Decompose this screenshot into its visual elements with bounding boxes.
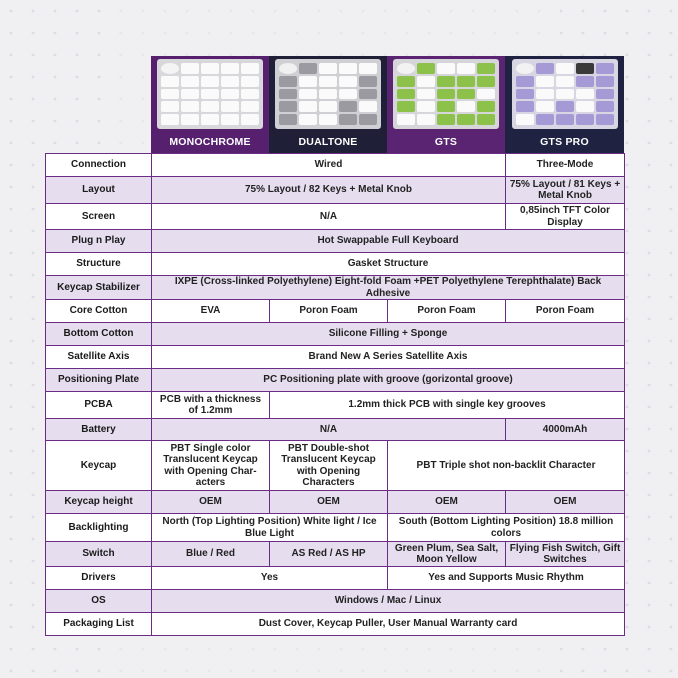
table-row (46, 567, 625, 590)
row-label: Connection (46, 154, 152, 177)
row-label: Structure (46, 253, 152, 276)
table-cell: IXPE (Cross-linked Polyethylene) Eight-fold Foam +PET Polyethylene Terephthalate) Back Adhesive (152, 276, 625, 300)
table-cell: 4000mAh (506, 419, 625, 441)
table-cell: 0,85inch TFT Color Display (506, 204, 625, 230)
table-row (46, 346, 625, 369)
row-label: Packaging List (46, 613, 152, 636)
row-label: Positioning Plate (46, 369, 152, 392)
product-gts-pro (505, 56, 624, 153)
table-cell: OEM (152, 491, 270, 514)
table-cell: OEM (506, 491, 625, 514)
table-row (46, 276, 625, 300)
table-cell: Brand New A Series Satellite Axis (152, 346, 625, 369)
table-row (46, 230, 625, 253)
table-row (46, 590, 625, 613)
product-name: MONOCHROME (169, 136, 251, 148)
table-row (46, 514, 625, 542)
row-label: Battery (46, 419, 152, 441)
table-row (46, 542, 625, 567)
table-row (46, 369, 625, 392)
table-cell: PBT Triple shot non-backlit Character (388, 441, 625, 491)
row-label: OS (46, 590, 152, 613)
row-label: Switch (46, 542, 152, 567)
table-cell: 1.2mm thick PCB with single key grooves (270, 392, 625, 419)
table-cell: N/A (152, 419, 506, 441)
table-cell: PCB with a thickness of 1.2mm (152, 392, 270, 419)
product-dualtone (269, 56, 387, 153)
table-cell: Silicone Filling + Sponge (152, 323, 625, 346)
table-row (46, 253, 625, 276)
table-row (46, 204, 625, 230)
table-cell: Yes and Supports Music Rhythm (388, 567, 625, 590)
keyboard-image (269, 56, 387, 132)
row-label: Drivers (46, 567, 152, 590)
table-cell: OEM (388, 491, 506, 514)
row-label: Core Cotton (46, 300, 152, 323)
row-label: Keycap height (46, 491, 152, 514)
row-label: Plug n Play (46, 230, 152, 253)
row-label: Screen (46, 204, 152, 230)
table-cell: Blue / Red (152, 542, 270, 567)
product-gts (387, 56, 505, 153)
table-cell: OEM (270, 491, 388, 514)
product-monochrome (151, 56, 269, 153)
table-cell: Hot Swappable Full Keyboard (152, 230, 625, 253)
table-cell: Poron Foam (388, 300, 506, 323)
product-name: DUALTONE (298, 136, 358, 148)
row-label: Satellite Axis (46, 346, 152, 369)
keyboard-image (151, 56, 269, 132)
keyboard-image (387, 56, 505, 132)
table-cell: North (Top Lighting Position) White light / Ice Blue Light (152, 514, 388, 542)
table-cell: PC Positioning plate with groove (gorizontal groove) (152, 369, 625, 392)
table-cell: N/A (152, 204, 506, 230)
table-row (46, 154, 625, 177)
table-cell: Flying Fish Switch, Gift Switches (506, 542, 625, 567)
table-cell: Dust Cover, Keycap Puller, User Manual Warranty card (152, 613, 625, 636)
table-cell: EVA (152, 300, 270, 323)
table-row (46, 300, 625, 323)
spec-table (45, 153, 625, 636)
table-cell: 75% Layout / 81 Keys + Metal Knob (506, 177, 625, 204)
table-row (46, 491, 625, 514)
table-cell: Windows / Mac / Linux (152, 590, 625, 613)
table-row (46, 441, 625, 491)
row-label: Keycap (46, 441, 152, 491)
row-label: Layout (46, 177, 152, 204)
row-label: Backlighting (46, 514, 152, 542)
table-cell: PBT Single color Translucent Keycap with Opening Char-acters (152, 441, 270, 491)
table-cell: Gasket Structure (152, 253, 625, 276)
table-cell: PBT Double-shot Translucent Keycap with Opening Characters (270, 441, 388, 491)
product-name: GTS PRO (540, 136, 589, 148)
table-cell: Poron Foam (506, 300, 625, 323)
row-label: PCBA (46, 392, 152, 419)
row-label: Keycap Stabilizer (46, 276, 152, 300)
table-cell: Poron Foam (270, 300, 388, 323)
table-cell: Yes (152, 567, 388, 590)
row-label: Bottom Cotton (46, 323, 152, 346)
table-cell: Three-Mode (506, 154, 625, 177)
table-cell: 75% Layout / 82 Keys + Metal Knob (152, 177, 506, 204)
table-row (46, 392, 625, 419)
table-row (46, 323, 625, 346)
table-cell: South (Bottom Lighting Position) 18.8 million colors (388, 514, 625, 542)
product-name: GTS (434, 136, 458, 148)
table-cell: AS Red / AS HP (270, 542, 388, 567)
table-cell: Green Plum, Sea Salt, Moon Yellow (388, 542, 506, 567)
table-row (46, 419, 625, 441)
table-row (46, 177, 625, 204)
product-header (151, 56, 624, 153)
keyboard-image (505, 56, 624, 132)
table-row (46, 613, 625, 636)
table-cell: Wired (152, 154, 506, 177)
